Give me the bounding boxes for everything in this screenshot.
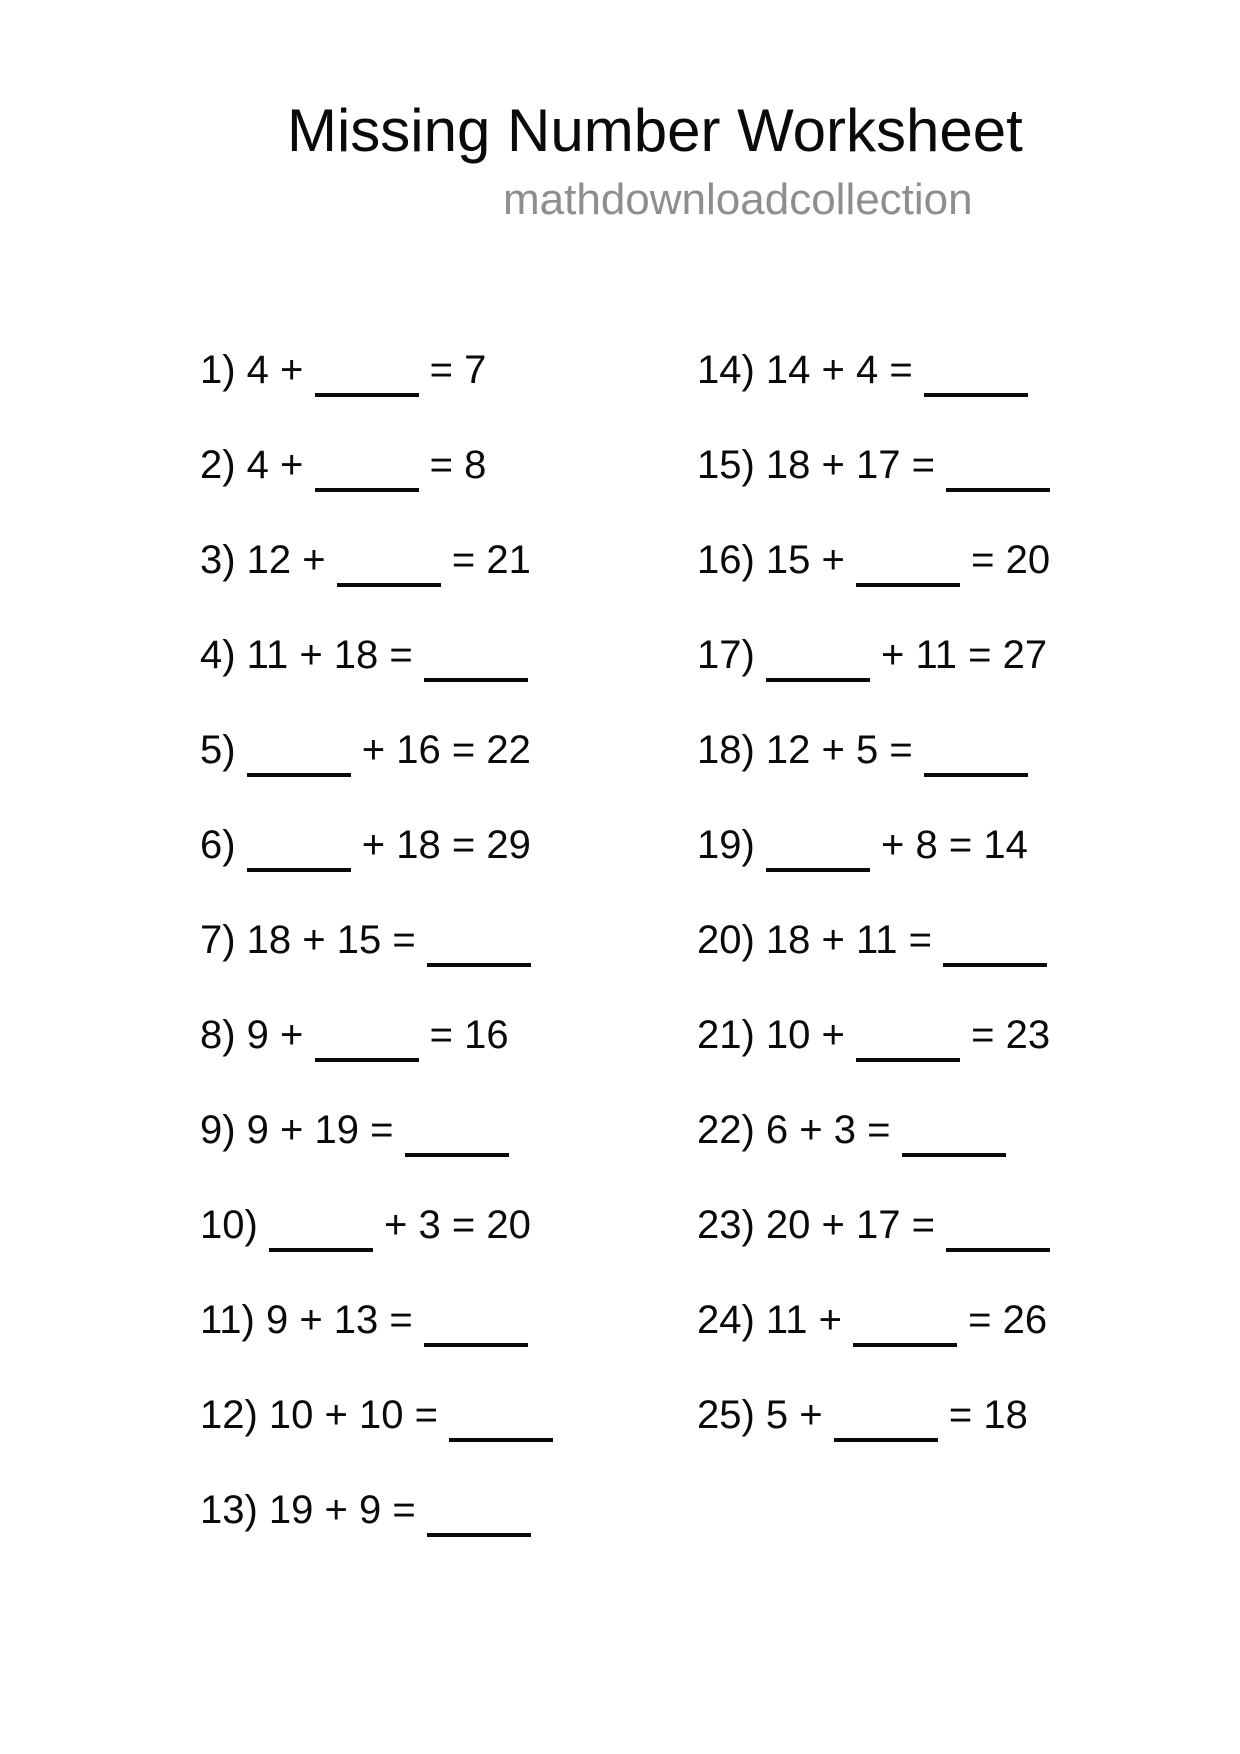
problem-row-18	[697, 730, 1237, 825]
problem-text: 15) 18 + 17 =	[697, 443, 947, 487]
problem-text: = 26	[957, 1298, 1048, 1342]
problem-text: 2) 4 +	[200, 443, 315, 487]
answer-blank	[247, 868, 351, 872]
answer-blank	[449, 1438, 553, 1442]
problem-text: 17)	[697, 633, 766, 677]
answer-blank	[337, 583, 441, 587]
problem-row-17	[697, 635, 1237, 730]
problem-text: = 23	[960, 1013, 1051, 1057]
answer-blank	[856, 583, 960, 587]
problem-text: 21) 10 +	[697, 1013, 857, 1057]
problem-text: 23) 20 + 17 =	[697, 1203, 947, 1247]
problems-column-left	[200, 350, 740, 1585]
problem-row-15	[697, 445, 1237, 540]
problem-text: + 3 = 20	[372, 1203, 531, 1247]
problem-row-8	[200, 1015, 740, 1110]
page-subtitle: mathdownloadcollection	[503, 175, 973, 224]
problem-text: = 21	[440, 538, 531, 582]
problem-text: 22) 6 + 3 =	[697, 1108, 902, 1152]
problem-row-24	[697, 1300, 1237, 1395]
problem-text: = 8	[418, 443, 487, 487]
problem-text: 24) 11 +	[697, 1298, 854, 1342]
problem-text: 25) 5 +	[697, 1393, 834, 1437]
problem-row-4	[200, 635, 740, 730]
answer-blank	[424, 678, 528, 682]
problem-row-19	[697, 825, 1237, 920]
answer-blank	[902, 1153, 1006, 1157]
answer-blank	[766, 868, 870, 872]
answer-blank	[766, 678, 870, 682]
answer-blank	[856, 1058, 960, 1062]
answer-blank	[427, 1533, 531, 1537]
problem-row-22	[697, 1110, 1237, 1205]
problem-row-1	[200, 350, 740, 445]
problem-text: 10)	[200, 1203, 269, 1247]
problem-row-20	[697, 920, 1237, 1015]
problem-row-11	[200, 1300, 740, 1395]
answer-blank	[924, 393, 1028, 397]
problem-text: = 20	[960, 538, 1051, 582]
problem-text: = 16	[418, 1013, 509, 1057]
answer-blank	[315, 488, 419, 492]
answer-blank	[405, 1153, 509, 1157]
problem-text: 19)	[697, 823, 766, 867]
problem-text: 20) 18 + 11 =	[697, 918, 944, 962]
problem-row-6	[200, 825, 740, 920]
problem-text: 16) 15 +	[697, 538, 857, 582]
page-title: Missing Number Worksheet	[287, 97, 1023, 164]
problem-text: 5)	[200, 728, 247, 772]
answer-blank	[269, 1248, 373, 1252]
problem-text: 6)	[200, 823, 247, 867]
problem-row-21	[697, 1015, 1237, 1110]
answer-blank	[924, 773, 1028, 777]
problem-row-10	[200, 1205, 740, 1300]
problem-row-2	[200, 445, 740, 540]
problem-row-3	[200, 540, 740, 635]
problem-row-23	[697, 1205, 1237, 1300]
problem-text: 18) 12 + 5 =	[697, 728, 924, 772]
answer-blank	[315, 393, 419, 397]
problem-text: 11) 9 + 13 =	[200, 1298, 424, 1342]
problem-text: + 11 = 27	[869, 633, 1048, 677]
problem-row-25	[697, 1395, 1237, 1490]
problem-row-12	[200, 1395, 740, 1490]
problem-text: 7) 18 + 15 =	[200, 918, 427, 962]
answer-blank	[427, 963, 531, 967]
answer-blank	[946, 488, 1050, 492]
problem-text: 13) 19 + 9 =	[200, 1488, 427, 1532]
problem-text: 1) 4 +	[200, 348, 315, 392]
problem-text: 3) 12 +	[200, 538, 337, 582]
answer-blank	[834, 1438, 938, 1442]
problem-row-16	[697, 540, 1237, 635]
answer-blank	[315, 1058, 419, 1062]
problem-row-13	[200, 1490, 740, 1585]
problem-text: = 7	[418, 348, 487, 392]
answer-blank	[424, 1343, 528, 1347]
answer-blank	[946, 1248, 1050, 1252]
problem-text: 12) 10 + 10 =	[200, 1393, 450, 1437]
problem-text: + 18 = 29	[350, 823, 531, 867]
problem-row-5	[200, 730, 740, 825]
problem-text: + 8 = 14	[869, 823, 1028, 867]
problems-column-right	[697, 350, 1237, 1490]
problem-text: 14) 14 + 4 =	[697, 348, 924, 392]
problem-text: 8) 9 +	[200, 1013, 315, 1057]
problem-text: + 16 = 22	[350, 728, 531, 772]
answer-blank	[247, 773, 351, 777]
problem-row-9	[200, 1110, 740, 1205]
problem-text: 4) 11 + 18 =	[200, 633, 424, 677]
answer-blank	[943, 963, 1047, 967]
problem-text: 9) 9 + 19 =	[200, 1108, 405, 1152]
problem-row-7	[200, 920, 740, 1015]
problem-text: = 18	[937, 1393, 1028, 1437]
problem-row-14	[697, 350, 1237, 445]
answer-blank	[853, 1343, 957, 1347]
